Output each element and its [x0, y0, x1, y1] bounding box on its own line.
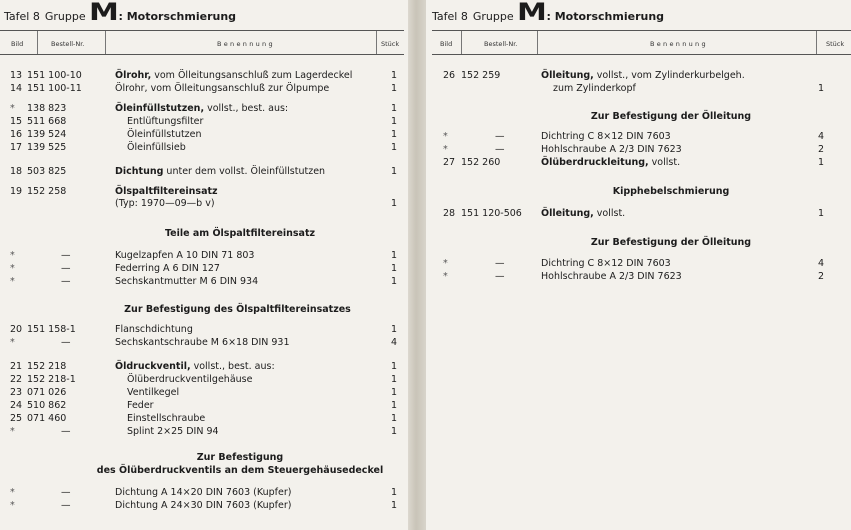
table-row [426, 131, 836, 143]
row-benennung-bold: Ölrohr, [115, 70, 152, 81]
row-bestell-nr: 152 258 [27, 186, 67, 197]
row-bild: * [443, 258, 448, 269]
gruppe-label: Gruppe [472, 10, 514, 23]
section-heading: Zur Befestigung der Ölleitung [590, 111, 752, 122]
row-stueck: 1 [391, 276, 398, 287]
row-bestell-nr: — [61, 276, 71, 287]
row-bild: 19 [10, 186, 23, 197]
table-row [426, 271, 836, 283]
row-benennung [541, 208, 625, 220]
table-header [0, 30, 404, 55]
row-bild: 23 [10, 387, 23, 398]
table-row [0, 142, 410, 154]
row-benennung-bold: Dichtung [115, 166, 164, 177]
row-benennung-text: Ölrohr, vom Ölleitungsanschluß zur Ölpumpe [115, 83, 330, 94]
row-bild: 14 [10, 83, 23, 94]
section-heading: des Ölüberdruckventils an dem Steuergehäusedeckel [96, 465, 384, 476]
section-heading: Zur Befestigung der Ölleitung [590, 237, 752, 248]
row-bestell-nr: — [495, 144, 505, 155]
row-bild: 16 [10, 129, 23, 140]
page-title [4, 0, 236, 24]
row-bild: * [10, 263, 15, 274]
row-bestell-nr: — [495, 258, 505, 269]
row-bild: 27 [443, 157, 456, 168]
row-stueck: 4 [391, 337, 398, 348]
row-benennung [541, 70, 745, 82]
row-bestell-nr: 138 823 [27, 103, 67, 114]
row-bestell-nr: — [61, 426, 71, 437]
row-bestell-nr: — [61, 250, 71, 261]
row-benennung [127, 400, 154, 412]
table-row [0, 324, 410, 336]
row-benennung [127, 426, 219, 438]
row-benennung [115, 263, 220, 275]
table-row [0, 198, 410, 210]
row-benennung [553, 83, 636, 95]
table-row [426, 144, 836, 156]
row-stueck: 1 [391, 142, 398, 153]
row-benennung [115, 337, 290, 349]
row-bestell-nr: — [495, 131, 505, 142]
row-bild: 21 [10, 361, 23, 372]
table-row [0, 374, 410, 386]
row-benennung [115, 361, 275, 373]
col-bild: Bild [11, 40, 24, 48]
row-benennung-text: unter dem vollst. Öleinfüllstutzen [163, 166, 326, 177]
row-bestell-nr: 151 100-10 [27, 70, 82, 81]
row-bild: 13 [10, 70, 23, 81]
row-benennung [115, 70, 352, 82]
table-row [0, 263, 410, 275]
row-benennung-text: Einstellschraube [127, 413, 206, 424]
row-bestell-nr: — [61, 487, 71, 498]
table-row [0, 103, 410, 115]
row-bild: * [10, 337, 15, 348]
row-benennung-text: Dichtung A 24×30 DIN 7603 (Kupfer) [115, 500, 292, 511]
table-header [432, 30, 851, 55]
row-benennung-bold: Ölüberdruckleitung, [541, 157, 649, 168]
tafel-label: Tafel 8 [4, 10, 40, 23]
row-benennung [127, 142, 186, 154]
row-benennung-bold: Ölleitung, [541, 70, 594, 81]
row-benennung [115, 166, 325, 178]
row-benennung [115, 103, 288, 115]
row-benennung-text: Dichtring C 8×12 DIN 7603 [541, 258, 671, 269]
row-benennung [541, 144, 682, 156]
row-benennung-text: zum Zylinderkopf [553, 83, 636, 94]
row-benennung-text: Hohlschraube A 2/3 DIN 7623 [541, 271, 682, 282]
row-benennung-text: vollst. [648, 157, 681, 168]
table-row [0, 276, 410, 288]
row-benennung-text: Dichtung A 14×20 DIN 7603 (Kupfer) [115, 487, 292, 498]
row-bild: * [10, 250, 15, 261]
row-bild: 18 [10, 166, 23, 177]
row-bestell-nr: — [61, 263, 71, 274]
row-stueck: 1 [391, 324, 398, 335]
row-bestell-nr: 151 158-1 [27, 324, 76, 335]
table-row [0, 337, 410, 349]
row-stueck: 1 [391, 83, 398, 94]
row-benennung [115, 198, 215, 210]
row-benennung [115, 324, 193, 336]
row-benennung-bold: Ölleitung, [541, 208, 594, 219]
row-benennung [127, 129, 202, 141]
row-bild: 25 [10, 413, 23, 424]
group-name: : Motorschmierung [118, 10, 237, 23]
row-benennung-text: Sechskantschraube M 6×18 DIN 931 [115, 337, 290, 348]
row-stueck: 1 [391, 400, 398, 411]
row-benennung-text: Feder [127, 400, 154, 411]
row-bild: 17 [10, 142, 23, 153]
row-bestell-nr: 152 218-1 [27, 374, 76, 385]
row-benennung-text: Kugelzapfen A 10 DIN 71 803 [115, 250, 255, 261]
row-stueck: 1 [391, 198, 398, 209]
row-benennung [541, 271, 682, 283]
col-stueck: Stück [826, 40, 845, 48]
row-benennung-text: Ölüberdruckventilgehäuse [127, 374, 253, 385]
row-stueck: 1 [391, 387, 398, 398]
row-bestell-nr: 151 120-506 [461, 208, 522, 219]
row-benennung [127, 413, 205, 425]
row-benennung [127, 116, 203, 128]
row-bestell-nr: 071 460 [27, 413, 67, 424]
row-benennung [541, 157, 680, 169]
row-bild: * [10, 426, 15, 437]
table-row [426, 258, 836, 270]
row-bild: * [10, 276, 15, 287]
row-bestell-nr: 071 026 [27, 387, 67, 398]
row-benennung-text: Öleinfüllstutzen [127, 129, 202, 140]
row-stueck: 1 [391, 500, 398, 511]
row-stueck: 1 [391, 70, 398, 81]
row-benennung [115, 276, 258, 288]
row-stueck: 1 [391, 413, 398, 424]
row-stueck: 1 [391, 263, 398, 274]
row-stueck: 1 [818, 157, 825, 168]
row-benennung-text: Splint 2×25 DIN 94 [127, 426, 219, 437]
right-page [426, 0, 851, 530]
row-benennung-text: Öleinfüllsieb [127, 142, 186, 153]
row-benennung [541, 131, 671, 143]
table-row [0, 186, 410, 198]
row-stueck: 1 [391, 361, 398, 372]
row-bild: * [10, 103, 15, 114]
row-bild: * [443, 271, 448, 282]
page-title [432, 0, 664, 24]
col-benennung: Benennung [650, 40, 708, 48]
row-bestell-nr: — [495, 271, 505, 282]
table-row [426, 83, 836, 95]
row-stueck: 4 [818, 258, 825, 269]
row-benennung-bold: Öldruckventil, [115, 361, 191, 372]
row-benennung [541, 258, 671, 270]
table-row [0, 166, 410, 178]
row-benennung-text: Dichtring C 8×12 DIN 7603 [541, 131, 671, 142]
col-bestell: Bestell-Nr. [51, 40, 85, 48]
row-benennung [115, 83, 329, 95]
row-stueck: 1 [818, 208, 825, 219]
row-benennung-bold: Öleinfüllstutzen, [115, 103, 205, 114]
row-stueck: 1 [391, 487, 398, 498]
row-bestell-nr: 511 668 [27, 116, 67, 127]
gruppe-letter: M [516, 0, 547, 26]
row-stueck: 2 [818, 144, 825, 155]
table-row [0, 387, 410, 399]
table-row [0, 70, 410, 82]
row-stueck: 1 [391, 250, 398, 261]
row-benennung [115, 186, 218, 198]
section-heading: Teile am Ölspaltfiltereinsatz [164, 228, 316, 239]
row-benennung-text: vollst., best. aus: [190, 361, 275, 372]
row-bild: * [10, 487, 15, 498]
table-row [0, 250, 410, 262]
table-row [0, 400, 410, 412]
row-stueck: 1 [818, 83, 825, 94]
row-stueck: 1 [391, 116, 398, 127]
row-bild: * [443, 144, 448, 155]
row-bild: 20 [10, 324, 23, 335]
row-bild: 22 [10, 374, 23, 385]
row-bild: * [10, 500, 15, 511]
row-benennung [127, 374, 252, 386]
row-bild: 24 [10, 400, 23, 411]
row-benennung-text: Federring A 6 DIN 127 [115, 263, 220, 274]
row-bestell-nr: 152 259 [461, 70, 501, 81]
row-bestell-nr: — [61, 337, 71, 348]
row-stueck: 1 [391, 103, 398, 114]
col-bestell: Bestell-Nr. [484, 40, 518, 48]
row-benennung-text: vollst., vom Zylinderkurbelgeh. [593, 70, 745, 81]
row-stueck: 1 [391, 426, 398, 437]
table-row [0, 413, 410, 425]
row-benennung-text: vollst., best. aus: [204, 103, 289, 114]
left-page [0, 0, 408, 530]
row-benennung-text: vollst. [593, 208, 626, 219]
table-row [426, 70, 836, 82]
table-row [0, 83, 410, 95]
col-benennung: Benennung [217, 40, 275, 48]
row-bestell-nr: 503 825 [27, 166, 67, 177]
table-row [0, 116, 410, 128]
row-stueck: 1 [391, 374, 398, 385]
row-bild: 15 [10, 116, 23, 127]
row-benennung-text: (Typ: 1970—09—b v) [115, 198, 215, 209]
tafel-label: Tafel 8 [432, 10, 468, 23]
row-benennung [127, 387, 179, 399]
section-heading: Zur Befestigung [196, 452, 284, 463]
row-bestell-nr: 152 260 [461, 157, 501, 168]
row-benennung-text: Entlüftungsfilter [127, 116, 204, 127]
table-row [0, 487, 410, 499]
row-stueck: 4 [818, 131, 825, 142]
section-heading: Kipphebelschmierung [612, 186, 730, 197]
row-benennung [115, 250, 254, 262]
row-bestell-nr: 139 525 [27, 142, 67, 153]
row-benennung [115, 500, 291, 512]
row-bestell-nr: 139 524 [27, 129, 67, 140]
row-bild: 28 [443, 208, 456, 219]
row-bestell-nr: 152 218 [27, 361, 67, 372]
row-bestell-nr: 510 862 [27, 400, 67, 411]
row-bestell-nr: 151 100-11 [27, 83, 82, 94]
table-row [0, 500, 410, 512]
row-benennung-text: Flanschdichtung [115, 324, 193, 335]
row-stueck: 1 [391, 166, 398, 177]
row-benennung-text: Sechskantmutter M 6 DIN 934 [115, 276, 259, 287]
section-heading: Zur Befestigung des Ölspaltfiltereinsatzes [124, 304, 351, 315]
col-stueck: Stück [381, 40, 400, 48]
col-bild: Bild [440, 40, 453, 48]
group-name: : Motorschmierung [546, 10, 665, 23]
table-row [426, 208, 836, 220]
book-gutter [408, 0, 426, 530]
row-bild: 26 [443, 70, 456, 81]
row-benennung-text: Ventilkegel [127, 387, 180, 398]
table-row [0, 129, 410, 141]
gruppe-label: Gruppe [44, 10, 86, 23]
table-row [426, 157, 836, 169]
table-row [0, 426, 410, 438]
row-bild: * [443, 131, 448, 142]
row-benennung [115, 487, 291, 499]
row-benennung-text: vom Ölleitungsanschluß zum Lagerdeckel [151, 70, 353, 81]
row-stueck: 1 [391, 129, 398, 140]
gruppe-letter: M [88, 0, 119, 26]
row-benennung-text: Hohlschraube A 2/3 DIN 7623 [541, 144, 682, 155]
table-row [0, 361, 410, 373]
row-bestell-nr: — [61, 500, 71, 511]
row-benennung-bold: Ölspaltfiltereinsatz [115, 186, 218, 197]
row-stueck: 2 [818, 271, 825, 282]
